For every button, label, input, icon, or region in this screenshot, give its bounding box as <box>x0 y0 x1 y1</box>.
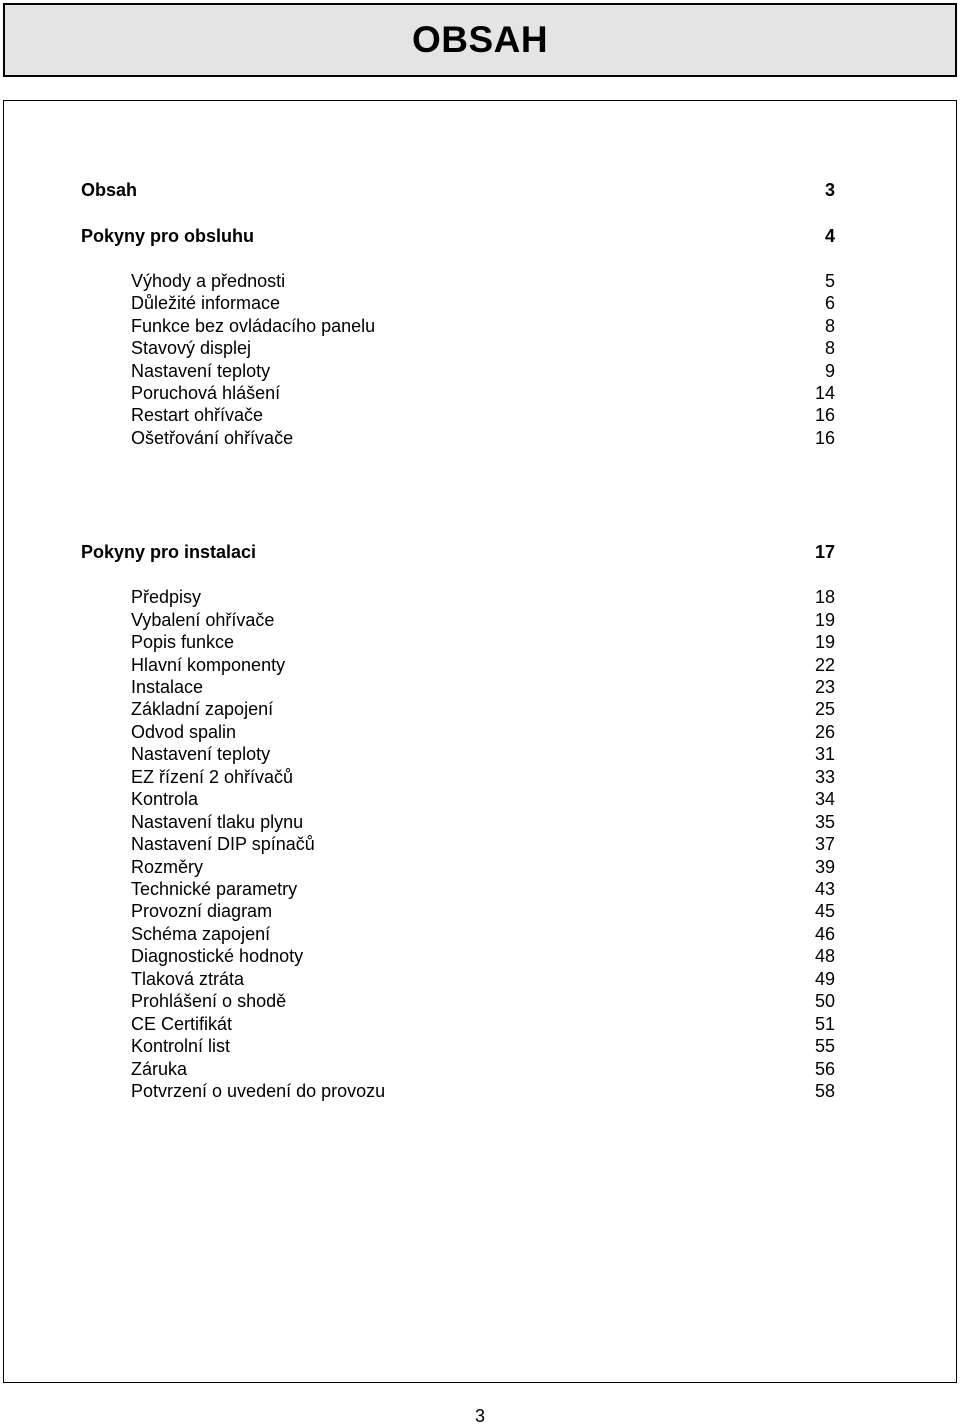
toc-frame <box>3 100 957 1383</box>
toc-item-page: 35 <box>814 812 835 832</box>
toc-item-label: Tlaková ztráta <box>131 969 245 989</box>
toc-section-title: Pokyny pro obsluhu <box>81 226 255 246</box>
toc-item-label: Stavový displej <box>131 338 252 358</box>
toc-item-label: Nastavení DIP spínačů <box>131 834 315 854</box>
toc-item-page: 56 <box>814 1059 835 1079</box>
toc-item[interactable] <box>4 922 956 946</box>
toc-item-label: Technické parametry <box>131 879 298 899</box>
toc-item-label: Popis funkce <box>131 632 235 652</box>
toc-item-page: 8 <box>824 338 835 358</box>
toc-item[interactable] <box>4 877 956 901</box>
toc-item[interactable] <box>4 1034 956 1058</box>
toc-item[interactable] <box>4 765 956 789</box>
toc-section-contents[interactable] <box>4 178 956 202</box>
toc-item[interactable] <box>4 742 956 766</box>
toc-item[interactable] <box>4 697 956 721</box>
toc-item-page: 16 <box>814 428 835 448</box>
toc-item-label: Předpisy <box>131 587 202 607</box>
toc-item[interactable] <box>4 1012 956 1036</box>
toc-item-page: 8 <box>824 316 835 336</box>
toc-item-page: 18 <box>814 587 835 607</box>
toc-item-label: Odvod spalin <box>131 722 237 742</box>
toc-item-page: 50 <box>814 991 835 1011</box>
toc-item-label: Základní zapojení <box>131 699 274 719</box>
toc-item-page: 19 <box>814 632 835 652</box>
page-header <box>3 3 957 77</box>
toc-item-label: Kontrolní list <box>131 1036 231 1056</box>
toc-item-page: 23 <box>814 677 835 697</box>
toc-item-label: Poruchová hlášení <box>131 383 281 403</box>
toc-item-label: Funkce bez ovládacího panelu <box>131 316 376 336</box>
toc-item[interactable] <box>4 944 956 968</box>
toc-item-page: 34 <box>814 789 835 809</box>
toc-item-page: 49 <box>814 969 835 989</box>
toc-item-label: EZ řízení 2 ohřívačů <box>131 767 294 787</box>
toc-item-page: 31 <box>814 744 835 764</box>
toc-section-page: 3 <box>824 180 835 200</box>
toc-item[interactable] <box>4 653 956 677</box>
toc-item-label: CE Certifikát <box>131 1014 233 1034</box>
toc-item[interactable] <box>4 336 956 360</box>
toc-item[interactable] <box>4 314 956 338</box>
toc-item-page: 51 <box>814 1014 835 1034</box>
toc-item-label: Ošetřování ohřívače <box>131 428 294 448</box>
toc-item[interactable] <box>4 899 956 923</box>
toc-item[interactable] <box>4 832 956 856</box>
toc-item[interactable] <box>4 967 956 991</box>
toc-item-page: 37 <box>814 834 835 854</box>
toc-item-page: 43 <box>814 879 835 899</box>
toc-item-label: Schéma zapojení <box>131 924 271 944</box>
toc-item[interactable] <box>4 381 956 405</box>
toc-item-page: 55 <box>814 1036 835 1056</box>
toc-item-page: 46 <box>814 924 835 944</box>
toc-item-page: 25 <box>814 699 835 719</box>
toc-section-operation[interactable] <box>4 224 956 248</box>
toc-item[interactable] <box>4 426 956 450</box>
toc-item-label: Prohlášení o shodě <box>131 991 287 1011</box>
toc-item[interactable] <box>4 359 956 383</box>
toc-item-label: Rozměry <box>131 857 204 877</box>
toc-item-label: Důležité informace <box>131 293 281 313</box>
toc-item-page: 9 <box>824 361 835 381</box>
toc-item[interactable] <box>4 675 956 699</box>
toc-section-title: Obsah <box>81 180 138 200</box>
toc-item[interactable] <box>4 855 956 879</box>
toc-item[interactable] <box>4 403 956 427</box>
toc-item-page: 45 <box>814 901 835 921</box>
toc-item-label: Kontrola <box>131 789 199 809</box>
toc-item-label: Záruka <box>131 1059 188 1079</box>
toc-item-label: Vybalení ohřívače <box>131 610 275 630</box>
toc-item[interactable] <box>4 585 956 609</box>
toc-section-installation[interactable] <box>4 540 956 564</box>
toc-item-page: 39 <box>814 857 835 877</box>
toc-item[interactable] <box>4 630 956 654</box>
toc-section-title: Pokyny pro instalaci <box>81 542 257 562</box>
toc-item-label: Výhody a přednosti <box>131 271 286 291</box>
page-title: OBSAH <box>411 19 549 60</box>
toc-item[interactable] <box>4 810 956 834</box>
toc-item-label: Restart ohřívače <box>131 405 264 425</box>
toc-item-label: Diagnostické hodnoty <box>131 946 304 966</box>
toc-item[interactable] <box>4 269 956 293</box>
toc-item-label: Provozní diagram <box>131 901 273 921</box>
toc-item[interactable] <box>4 989 956 1013</box>
toc-item-page: 58 <box>814 1081 835 1101</box>
toc-item-label: Hlavní komponenty <box>131 655 286 675</box>
toc-item-label: Instalace <box>131 677 204 697</box>
toc-item-label: Nastavení teploty <box>131 361 271 381</box>
toc-item-page: 33 <box>814 767 835 787</box>
toc-item[interactable] <box>4 291 956 315</box>
toc-item[interactable] <box>4 787 956 811</box>
toc-item-page: 16 <box>814 405 835 425</box>
toc-item[interactable] <box>4 608 956 632</box>
toc-item-label: Nastavení teploty <box>131 744 271 764</box>
toc-item-page: 6 <box>824 293 835 313</box>
toc-item-label: Potvrzení o uvedení do provozu <box>131 1081 386 1101</box>
toc-item-page: 14 <box>814 383 835 403</box>
toc-section-page: 17 <box>814 542 835 562</box>
toc-item-page: 22 <box>814 655 835 675</box>
toc-item[interactable] <box>4 1079 956 1103</box>
toc-item-page: 26 <box>814 722 835 742</box>
toc-item-label: Nastavení tlaku plynu <box>131 812 304 832</box>
toc-item[interactable] <box>4 720 956 744</box>
toc-item[interactable] <box>4 1057 956 1081</box>
page-number: 3 <box>474 1406 485 1426</box>
toc-item-page: 48 <box>814 946 835 966</box>
toc-item-page: 19 <box>814 610 835 630</box>
toc-section-page: 4 <box>824 226 835 246</box>
toc-item-page: 5 <box>824 271 835 291</box>
